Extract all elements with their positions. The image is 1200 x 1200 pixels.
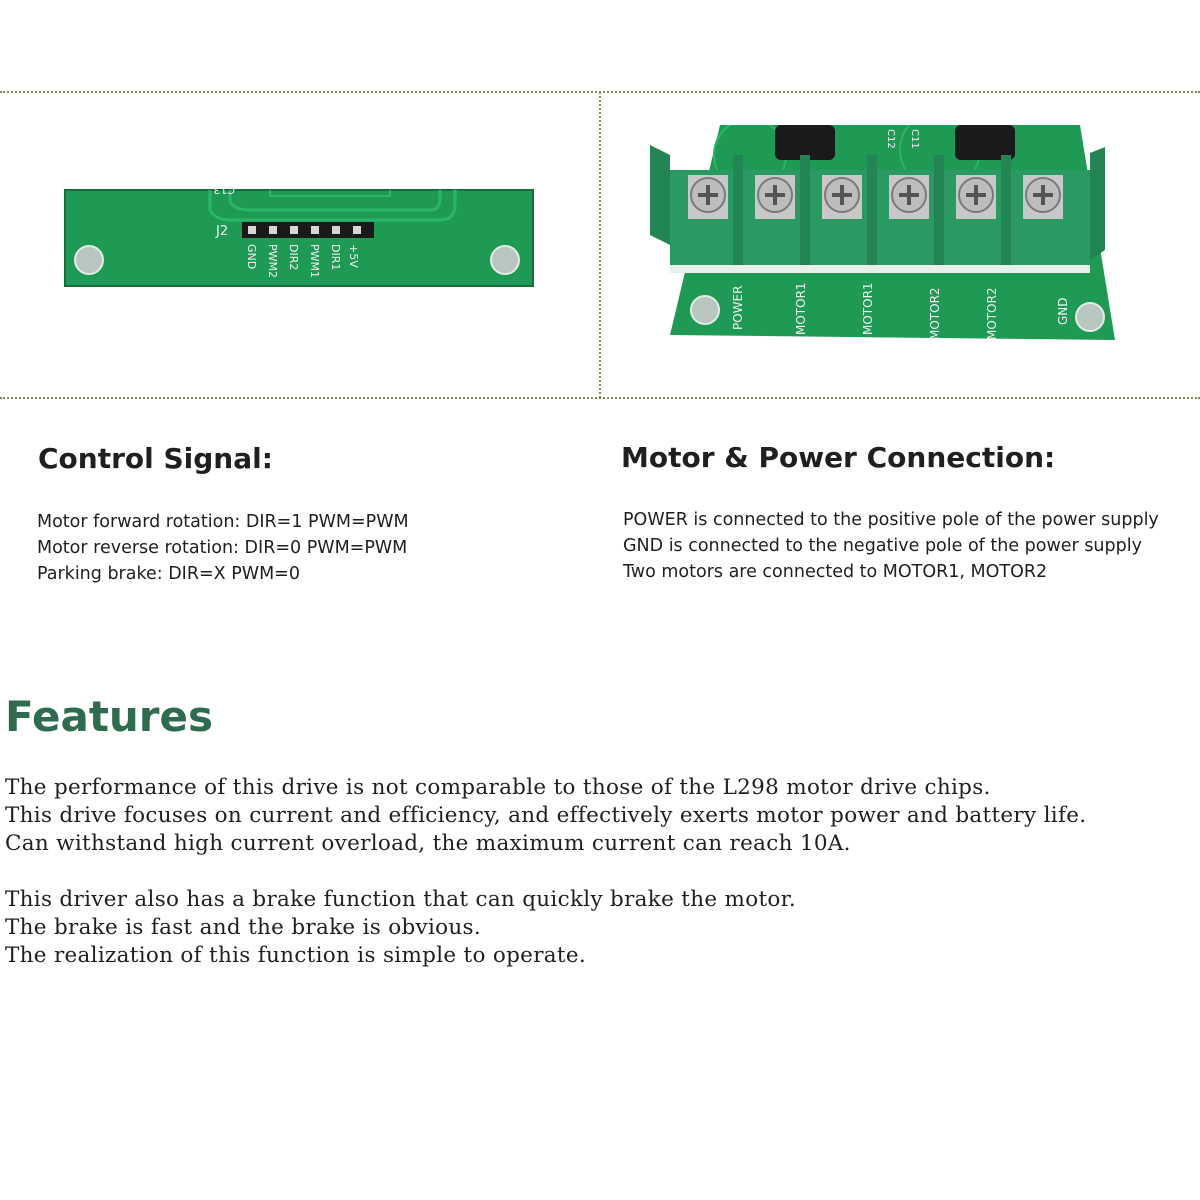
control-board-photo	[60, 180, 540, 295]
silk-pwm2: PWM2	[266, 244, 279, 278]
power-line-negative: GND is connected to the negative pole of the power supply	[623, 536, 1142, 556]
control-signal-list	[37, 509, 409, 587]
silk-motor2b: MOTOR2	[985, 287, 999, 340]
silk-c12: C12	[885, 129, 896, 149]
silk-j2: J2	[216, 224, 229, 239]
silk-dir2: DIR2	[287, 244, 300, 271]
silk-pwm1: PWM1	[308, 244, 321, 278]
power-line-motors: Two motors are connected to MOTOR1, MOTOR2	[623, 562, 1048, 582]
feature-line: The realization of this function is simple to operate.	[5, 943, 586, 968]
silk-c13: C13	[213, 183, 235, 196]
silk-power: POWER	[731, 285, 745, 330]
silk-c11: C11	[909, 129, 920, 149]
silk-motor1a: MOTOR1	[794, 282, 808, 335]
control-line-reverse: Motor reverse rotation: DIR=0 PWM=PWM	[37, 538, 408, 558]
motor-power-heading: Motor & Power Connection:	[621, 441, 1056, 474]
feature-line: Can withstand high current overload, the maximum current can reach 10A.	[5, 831, 851, 856]
silk-5v: +5V	[347, 244, 360, 268]
silk-motor2a: MOTOR2	[928, 287, 942, 340]
silk-gnd-right: GND	[1056, 297, 1070, 325]
power-line-positive: POWER is connected to the positive pole of the power supply	[623, 510, 1159, 530]
terminal-board-photo	[650, 125, 1120, 345]
features-title: Features	[5, 692, 213, 741]
silk-motor1b: MOTOR1	[861, 282, 875, 335]
control-line-brake: Parking brake: DIR=X PWM=0	[37, 564, 300, 584]
motor-power-list	[623, 507, 1159, 585]
silk-gnd: GND	[245, 244, 258, 270]
features-paragraph-2	[5, 886, 796, 970]
silk-dir1: DIR1	[329, 244, 342, 271]
feature-line: This drive focuses on current and efficiency, and effectively exerts motor power and battery life.	[5, 803, 1087, 828]
center-divider	[599, 92, 601, 398]
control-line-forward: Motor forward rotation: DIR=1 PWM=PWM	[37, 512, 409, 532]
feature-line: This driver also has a brake function that can quickly brake the motor.	[5, 887, 796, 912]
feature-line: The brake is fast and the brake is obvious.	[5, 915, 481, 940]
features-paragraph-1	[5, 774, 1086, 858]
feature-line: The performance of this drive is not comparable to those of the L298 motor drive chips.	[5, 775, 991, 800]
control-signal-heading: Control Signal:	[38, 442, 273, 475]
